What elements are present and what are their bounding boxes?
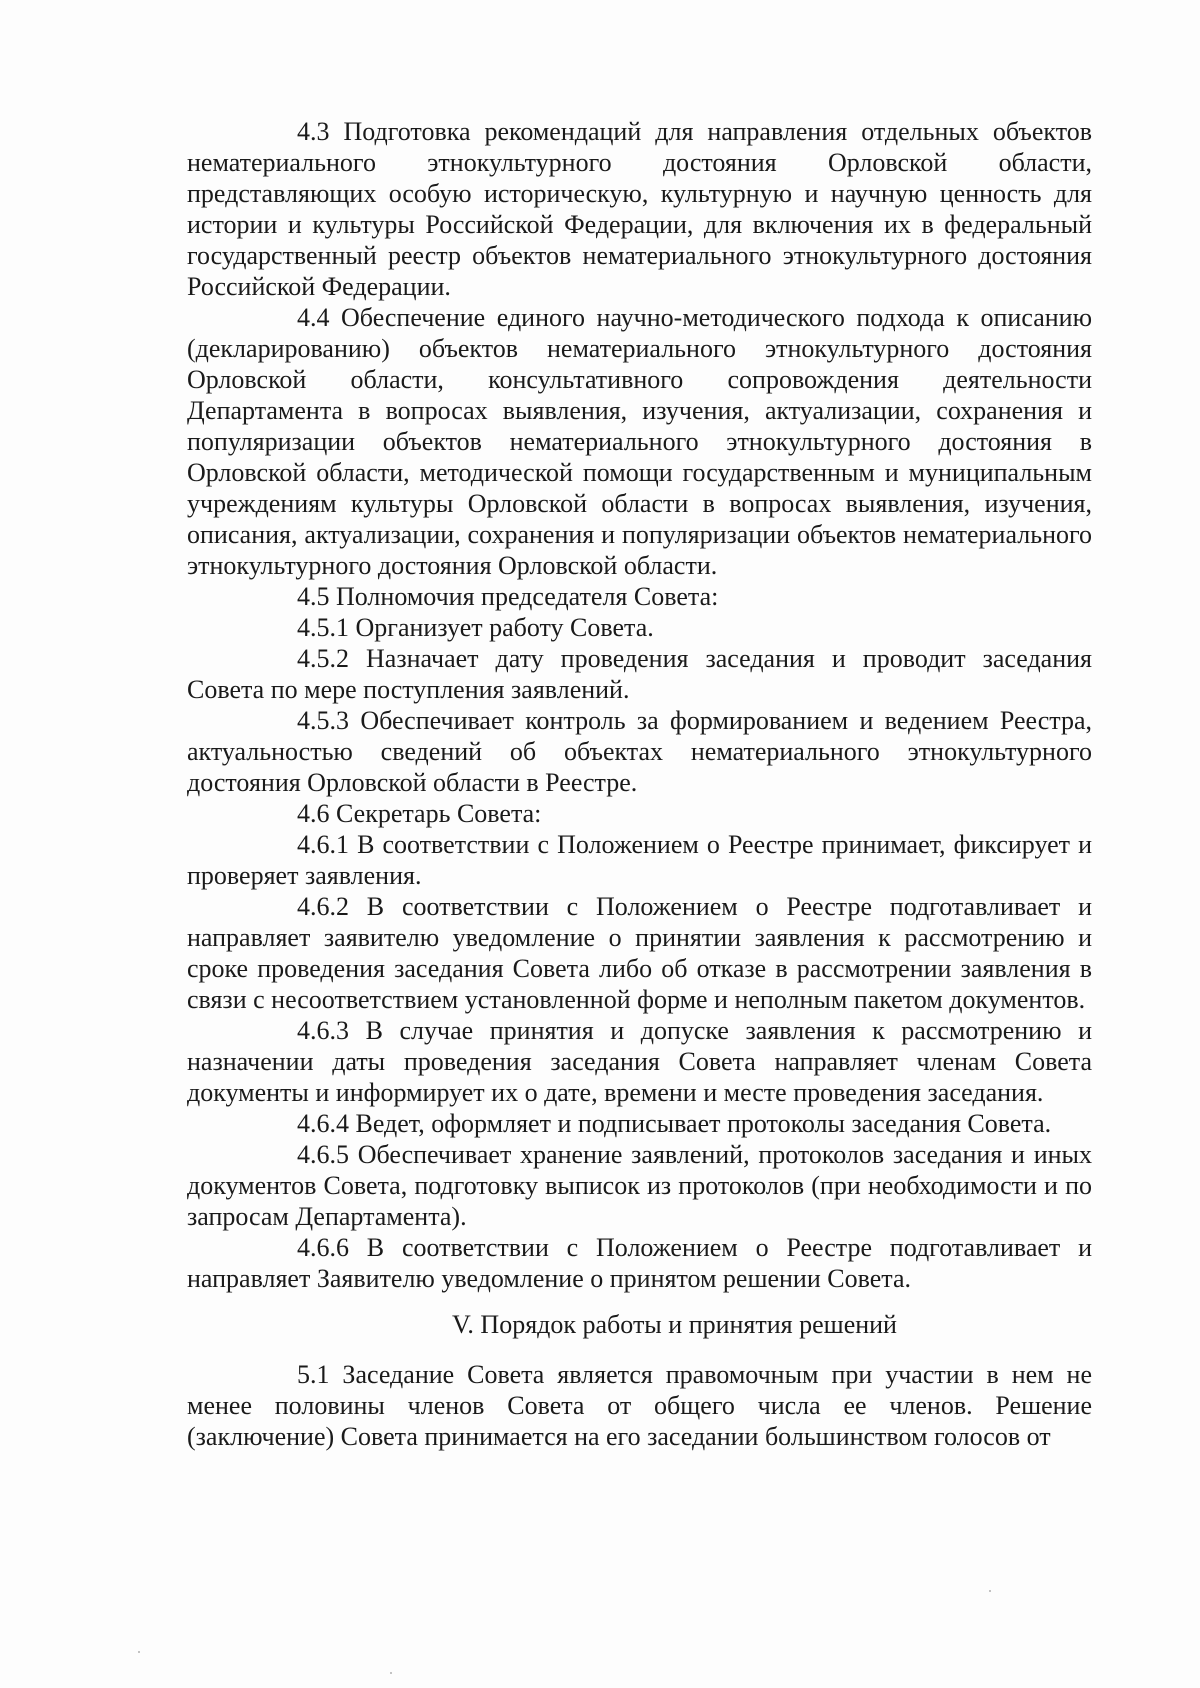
paragraph-4-6-6: 4.6.6 В соответствии с Положением о Реестре подготавливает и направляет Заявителю уведомление о принятом решении Совета.: [187, 1233, 1092, 1293]
paragraph-4-6-5: 4.6.5 Обеспечивает хранение заявлений, протоколов заседания и иных документов Совета, подготовку выписок из протоколов (при необходимости и по запросам Департамента).: [187, 1140, 1092, 1231]
paragraph-4-6-1: 4.6.1 В соответствии с Положением о Реестре принимает, фиксирует и проверяет заявления.: [187, 830, 1092, 890]
paragraph-4-6-3: 4.6.3 В случае принятия и допуске заявления к рассмотрению и назначении даты проведения заседания Совета направляет членам Совета документы и информирует их о дате, времени и месте проведения заседания.: [187, 1016, 1092, 1107]
paragraph-5-1: 5.1 Заседание Совета является правомочным при участии в нем не менее половины членов Совета от общего числа ее членов. Решение (заключение) Совета принимается на его заседании большинством голосов от: [187, 1360, 1092, 1451]
paragraph-4-6-2: 4.6.2 В соответствии с Положением о Реестре подготавливает и направляет заявителю уведомление о принятии заявления к рассмотрению и сроке проведения заседания Совета либо об отказе в рассмотрении заявления в связи с несоответствием установленной форме и неполным пакетом документов.: [187, 892, 1092, 1014]
paragraph-4-4: 4.4 Обеспечение единого научно-методического подхода к описанию (декларированию) объектов нематериального этнокультурного достояния Орловской области, консультативного сопровождения деятельности Департамента в вопросах выявления, изучения, актуализации, сохранения и популяризации объектов нематериального этнокультурного достояния в Орловской области, методической помощи государственным и муниципальным учреждениям культуры Орловской области в вопросах выявления, изучения, описания, актуализации, сохранения и популяризации объектов нематериального этнокультурного достояния Орловской области.: [187, 303, 1092, 580]
paragraph-4-6: 4.6 Секретарь Совета:: [297, 799, 542, 828]
scan-speck: [390, 1672, 392, 1674]
scan-speck: [138, 1651, 140, 1653]
paragraph-4-5: 4.5 Полномочия председателя Совета:: [297, 582, 719, 611]
paragraph-4-5-1: 4.5.1 Организует работу Совета.: [297, 613, 654, 642]
paragraph-4-6-4: 4.6.4 Ведет, оформляет и подписывает протоколы заседания Совета.: [297, 1109, 1052, 1138]
paragraph-4-5-2: 4.5.2 Назначает дату проведения заседания и проводит заседания Совета по мере поступления заявлений.: [187, 644, 1092, 704]
scan-speck: [989, 1590, 991, 1592]
document-body: [187, 116, 1092, 1452]
section-heading: V. Порядок работы и принятия решений: [452, 1310, 897, 1339]
paragraph-4-3: 4.3 Подготовка рекомендаций для направления отдельных объектов нематериального этнокультурного достояния Орловской области, представляющих особую историческую, культурную и научную ценность для истории и культуры Российской Федерации, для включения их в федеральный государственный реестр объектов нематериального этнокультурного достояния Российской Федерации.: [187, 117, 1092, 301]
paragraph-4-5-3: 4.5.3 Обеспечивает контроль за формированием и ведением Реестра, актуальностью сведений об объектах нематериального этнокультурного достояния Орловской области в Реестре.: [187, 706, 1092, 797]
